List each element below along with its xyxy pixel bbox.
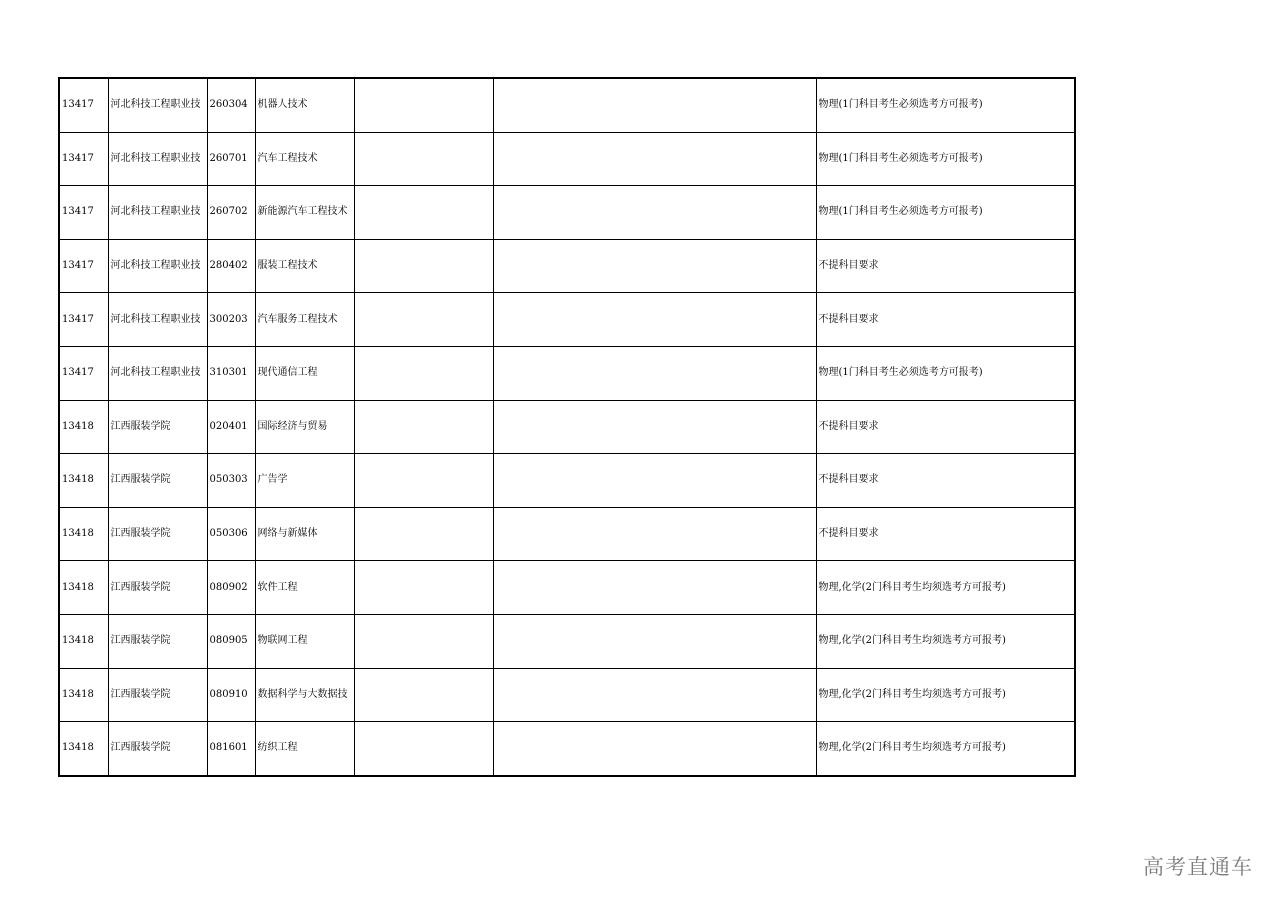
school-code-cell: 13418 (59, 400, 108, 454)
major-name-cell: 服装工程技术 (255, 239, 354, 293)
school-name-cell: 江西服装学院 (108, 454, 207, 508)
table-row (59, 186, 1075, 240)
major-name-cell: 纺织工程 (255, 722, 354, 776)
major-name-cell: 软件工程 (255, 561, 354, 615)
empty-cell (493, 668, 816, 722)
table-row (59, 346, 1075, 400)
school-code-cell: 13417 (59, 132, 108, 186)
major-code-cell: 080902 (207, 561, 255, 615)
school-code-cell: 13417 (59, 346, 108, 400)
empty-cell (493, 186, 816, 240)
school-code-cell: 13418 (59, 722, 108, 776)
school-code-cell: 13418 (59, 614, 108, 668)
major-code-cell: 050306 (207, 507, 255, 561)
subject-requirement-cell: 物理,化学(2门科目考生均须选考方可报考) (816, 668, 1075, 722)
watermark-text: 高考直通车 (1143, 855, 1253, 879)
empty-cell (354, 507, 493, 561)
empty-cell (354, 239, 493, 293)
subject-requirement-cell: 物理(1门科目考生必须选考方可报考) (816, 346, 1075, 400)
table-row (59, 400, 1075, 454)
subject-requirements-table (58, 77, 1076, 777)
school-name-cell: 河北科技工程职业技 (108, 346, 207, 400)
school-code-cell: 13418 (59, 454, 108, 508)
school-name-cell: 江西服装学院 (108, 400, 207, 454)
major-code-cell: 080910 (207, 668, 255, 722)
empty-cell (354, 561, 493, 615)
major-name-cell: 网络与新媒体 (255, 507, 354, 561)
major-code-cell: 081601 (207, 722, 255, 776)
major-name-cell: 汽车服务工程技术 (255, 293, 354, 347)
table-row (59, 78, 1075, 132)
major-code-cell: 260702 (207, 186, 255, 240)
empty-cell (493, 561, 816, 615)
subject-requirement-cell: 不提科目要求 (816, 400, 1075, 454)
major-name-cell: 现代通信工程 (255, 346, 354, 400)
empty-cell (354, 614, 493, 668)
school-code-cell: 13418 (59, 507, 108, 561)
major-code-cell: 260304 (207, 78, 255, 132)
empty-cell (493, 507, 816, 561)
empty-cell (354, 454, 493, 508)
major-name-cell: 广告学 (255, 454, 354, 508)
empty-cell (354, 722, 493, 776)
school-name-cell: 江西服装学院 (108, 722, 207, 776)
table-row (59, 293, 1075, 347)
subject-requirement-cell: 不提科目要求 (816, 293, 1075, 347)
major-code-cell: 300203 (207, 293, 255, 347)
empty-cell (493, 722, 816, 776)
school-name-cell: 河北科技工程职业技 (108, 186, 207, 240)
school-code-cell: 13417 (59, 239, 108, 293)
major-code-cell: 020401 (207, 400, 255, 454)
school-code-cell: 13418 (59, 668, 108, 722)
subject-requirement-cell: 不提科目要求 (816, 239, 1075, 293)
school-name-cell: 江西服装学院 (108, 561, 207, 615)
table-row (59, 668, 1075, 722)
school-name-cell: 河北科技工程职业技 (108, 132, 207, 186)
empty-cell (354, 186, 493, 240)
subject-requirement-cell: 不提科目要求 (816, 507, 1075, 561)
empty-cell (493, 614, 816, 668)
major-name-cell: 数据科学与大数据技 (255, 668, 354, 722)
school-code-cell: 13417 (59, 293, 108, 347)
table-row (59, 239, 1075, 293)
major-code-cell: 310301 (207, 346, 255, 400)
school-name-cell: 河北科技工程职业技 (108, 239, 207, 293)
table-row (59, 507, 1075, 561)
empty-cell (493, 293, 816, 347)
table-row (59, 132, 1075, 186)
subject-requirement-cell: 物理(1门科目考生必须选考方可报考) (816, 132, 1075, 186)
empty-cell (493, 78, 816, 132)
table-row (59, 722, 1075, 776)
table-row (59, 614, 1075, 668)
school-name-cell: 河北科技工程职业技 (108, 293, 207, 347)
empty-cell (354, 78, 493, 132)
empty-cell (354, 400, 493, 454)
empty-cell (493, 454, 816, 508)
major-code-cell: 080905 (207, 614, 255, 668)
table-row (59, 454, 1075, 508)
major-code-cell: 050303 (207, 454, 255, 508)
school-code-cell: 13417 (59, 186, 108, 240)
subject-requirement-cell: 物理(1门科目考生必须选考方可报考) (816, 78, 1075, 132)
table-row (59, 561, 1075, 615)
major-name-cell: 汽车工程技术 (255, 132, 354, 186)
subject-requirement-cell: 物理,化学(2门科目考生均须选考方可报考) (816, 722, 1075, 776)
school-name-cell: 江西服装学院 (108, 507, 207, 561)
school-name-cell: 江西服装学院 (108, 614, 207, 668)
empty-cell (493, 239, 816, 293)
school-name-cell: 江西服装学院 (108, 668, 207, 722)
major-code-cell: 260701 (207, 132, 255, 186)
subject-requirement-cell: 物理,化学(2门科目考生均须选考方可报考) (816, 614, 1075, 668)
empty-cell (354, 132, 493, 186)
empty-cell (354, 668, 493, 722)
table-body (59, 78, 1075, 776)
major-code-cell: 280402 (207, 239, 255, 293)
major-name-cell: 机器人技术 (255, 78, 354, 132)
major-name-cell: 新能源汽车工程技术 (255, 186, 354, 240)
subject-requirement-cell: 不提科目要求 (816, 454, 1075, 508)
empty-cell (493, 400, 816, 454)
school-code-cell: 13417 (59, 78, 108, 132)
school-code-cell: 13418 (59, 561, 108, 615)
major-name-cell: 物联网工程 (255, 614, 354, 668)
major-name-cell: 国际经济与贸易 (255, 400, 354, 454)
subject-requirement-cell: 物理(1门科目考生必须选考方可报考) (816, 186, 1075, 240)
empty-cell (354, 346, 493, 400)
empty-cell (354, 293, 493, 347)
school-name-cell: 河北科技工程职业技 (108, 78, 207, 132)
subject-requirement-cell: 物理,化学(2门科目考生均须选考方可报考) (816, 561, 1075, 615)
empty-cell (493, 346, 816, 400)
empty-cell (493, 132, 816, 186)
